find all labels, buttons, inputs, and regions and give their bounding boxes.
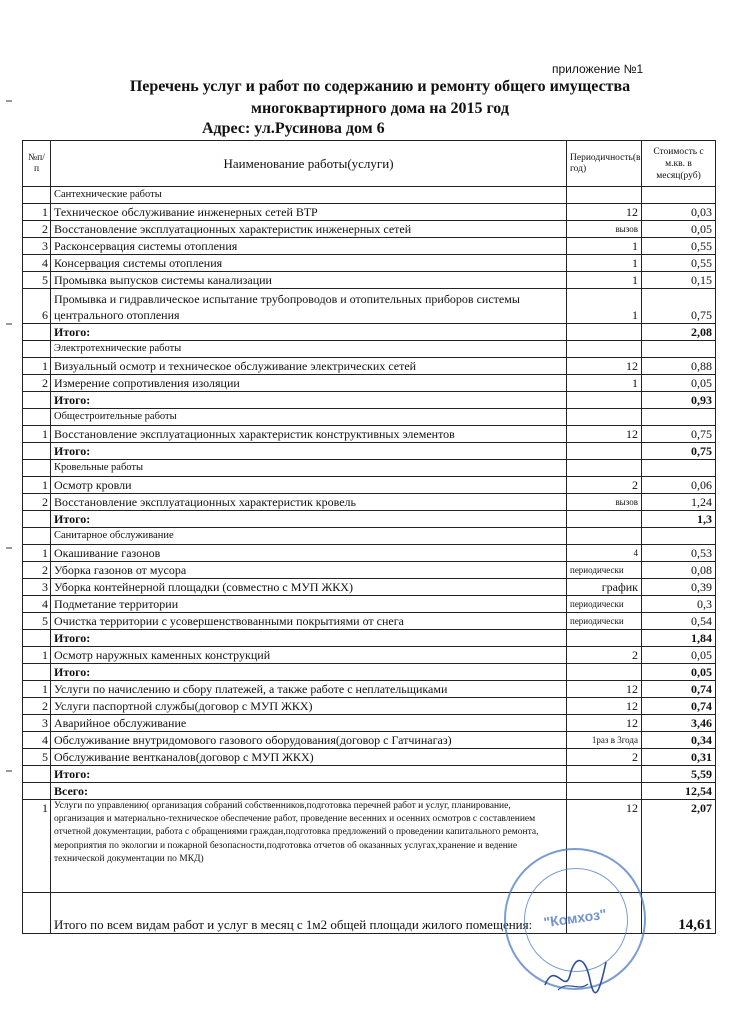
services-table xyxy=(22,140,716,934)
row-num: 4 xyxy=(23,732,51,749)
table-row xyxy=(23,647,716,664)
table-row xyxy=(23,358,716,375)
row-num: 1 xyxy=(23,426,51,443)
row-cost: 0,15 xyxy=(642,272,716,289)
row-name: Окашивание газонов xyxy=(51,545,567,562)
table-row xyxy=(23,715,716,732)
table-row xyxy=(23,426,716,443)
row-period: периодически xyxy=(567,562,642,579)
row-cost: 0,88 xyxy=(642,358,716,375)
row-num: 5 xyxy=(23,749,51,766)
total-label: Итого: xyxy=(51,766,567,783)
section-row xyxy=(23,460,716,477)
row-period: 12 xyxy=(567,800,642,893)
row-cost: 0,53 xyxy=(642,545,716,562)
section-title: Санитарное обслуживание xyxy=(51,528,567,545)
total-value: 0,93 xyxy=(642,392,716,409)
row-cost: 0,75 xyxy=(642,289,716,324)
table-row xyxy=(23,613,716,630)
col-header-num: №п/п xyxy=(23,141,51,187)
section-row xyxy=(23,528,716,545)
row-cost: 0,31 xyxy=(642,749,716,766)
row-cost: 2,07 xyxy=(642,800,716,893)
row-num: 4 xyxy=(23,596,51,613)
final-total-value: 14,61 xyxy=(642,893,716,934)
row-num: 1 xyxy=(23,358,51,375)
row-name: Обслуживание вентканалов(договор с МУП ЖКХ) xyxy=(51,749,567,766)
total-value: 0,75 xyxy=(642,443,716,460)
signature xyxy=(540,950,610,1000)
row-cost: 0,74 xyxy=(642,698,716,715)
total-row xyxy=(23,324,716,341)
row-cost: 0,55 xyxy=(642,238,716,255)
row-num: 2 xyxy=(23,698,51,715)
row-num: 5 xyxy=(23,272,51,289)
row-cost: 0,3 xyxy=(642,596,716,613)
row-num: 2 xyxy=(23,494,51,511)
row-period: график xyxy=(567,579,642,596)
row-period: 2 xyxy=(567,477,642,494)
row-num: 1 xyxy=(23,477,51,494)
row-period: 1 xyxy=(567,272,642,289)
row-period: периодически xyxy=(567,613,642,630)
row-cost: 0,05 xyxy=(642,221,716,238)
row-period: 1 xyxy=(567,375,642,392)
address-line: Адрес: ул.Русинова дом 6 xyxy=(202,120,385,137)
row-period: 12 xyxy=(567,426,642,443)
table-row xyxy=(23,272,716,289)
row-num: 1 xyxy=(23,204,51,221)
row-period: периодически xyxy=(567,596,642,613)
total-label: Итого: xyxy=(51,392,567,409)
section-row xyxy=(23,341,716,358)
row-name: Промывка выпусков системы канализации xyxy=(51,272,567,289)
row-period: 12 xyxy=(567,204,642,221)
total-label: Итого: xyxy=(51,630,567,647)
row-period: 12 xyxy=(567,715,642,732)
col-header-name: Наименование работы(услуги) xyxy=(51,141,567,187)
row-num: 2 xyxy=(23,221,51,238)
total-row xyxy=(23,392,716,409)
row-name: Очистка территории с усовершенствованными покрытиями от снега xyxy=(51,613,567,630)
row-period: 1 xyxy=(567,289,642,324)
row-num: 3 xyxy=(23,715,51,732)
section-title: Общестроительные работы xyxy=(51,409,567,426)
row-name: Услуги по управлению( организация собраний собственников,подготовка перечней работ и услуг, планирование, организация и материально-техническое обеспечение работ, проведение весенних и осенних осмотров с составлением отчетной документации, работа с обращениями граждан,подготовка предложений о проведении капитального ремонта, мероприятия по экологии и пожарной безопасности,подготовка отчетов об оказанных услугах,хранение и ведение технической документации по МКД) xyxy=(51,800,567,893)
row-period: 12 xyxy=(567,358,642,375)
total-value: 5,59 xyxy=(642,766,716,783)
col-header-period: Периодичность(в год) xyxy=(567,141,642,187)
row-name: Консервация системы отопления xyxy=(51,255,567,272)
row-cost: 0,34 xyxy=(642,732,716,749)
row-num: 5 xyxy=(23,613,51,630)
row-name: Визуальный осмотр и техническое обслуживание электрических сетей xyxy=(51,358,567,375)
appendix-label: приложение №1 xyxy=(552,62,644,76)
total-label: Итого: xyxy=(51,664,567,681)
document-title-line1: Перечень услуг и работ по содержанию и ремонту общего имущества xyxy=(129,78,631,95)
row-period: 12 xyxy=(567,681,642,698)
table-row xyxy=(23,221,716,238)
table-header-row xyxy=(23,141,716,187)
table-row xyxy=(23,204,716,221)
section-title: Сантехнические работы xyxy=(51,187,567,204)
total-row xyxy=(23,511,716,528)
document-title-line2: многоквартирного дома на 2015 год xyxy=(251,100,509,117)
row-name: Подметание территории xyxy=(51,596,567,613)
grand-subtotal-row xyxy=(23,783,716,800)
row-num: 3 xyxy=(23,238,51,255)
row-period: 4 xyxy=(567,545,642,562)
margin-mark xyxy=(6,323,12,325)
row-num: 3 xyxy=(23,579,51,596)
row-num: 6 xyxy=(23,289,51,324)
total-value: 1,84 xyxy=(642,630,716,647)
section-title: Электротехнические работы xyxy=(51,341,567,358)
table-row xyxy=(23,375,716,392)
row-cost: 1,24 xyxy=(642,494,716,511)
row-period: 2 xyxy=(567,647,642,664)
table-row xyxy=(23,698,716,715)
row-period: вызов xyxy=(567,494,642,511)
row-cost: 0,74 xyxy=(642,681,716,698)
row-name: Услуги по начислению и сбору платежей, а также работе с неплательщиками xyxy=(51,681,567,698)
total-label: Итого: xyxy=(51,443,567,460)
total-value: 0,05 xyxy=(642,664,716,681)
total-value: 1,3 xyxy=(642,511,716,528)
row-cost: 0,39 xyxy=(642,579,716,596)
section-row xyxy=(23,409,716,426)
row-period: 1 xyxy=(567,238,642,255)
row-name: Уборка контейнерной площадки (совместно с МУП ЖКХ) xyxy=(51,579,567,596)
margin-mark xyxy=(6,547,12,549)
row-cost: 0,55 xyxy=(642,255,716,272)
row-num: 2 xyxy=(23,375,51,392)
row-name: Восстановление эксплуатационных характеристик инженерных сетей xyxy=(51,221,567,238)
table-row xyxy=(23,545,716,562)
margin-mark xyxy=(6,100,12,102)
table-row xyxy=(23,477,716,494)
total-value: 2,08 xyxy=(642,324,716,341)
row-num: 1 xyxy=(23,647,51,664)
row-name: Восстановление эксплуатационных характеристик конструктивных элементов xyxy=(51,426,567,443)
table-row xyxy=(23,732,716,749)
table-row xyxy=(23,494,716,511)
row-name: Обслуживание внутридомового газового оборудования(договор с Гатчинагаз) xyxy=(51,732,567,749)
row-cost: 0,05 xyxy=(642,647,716,664)
total-label: Итого: xyxy=(51,324,567,341)
stamp-text: "Комхоз" xyxy=(542,905,608,931)
margin-mark xyxy=(6,770,12,772)
total-row xyxy=(23,664,716,681)
row-cost: 0,06 xyxy=(642,477,716,494)
row-cost: 3,46 xyxy=(642,715,716,732)
final-total-label: Итого по всем видам работ и услуг в месяц с 1м2 общей площади жилого помещения: xyxy=(51,893,567,934)
row-period: 12 xyxy=(567,698,642,715)
total-label: Итого: xyxy=(51,511,567,528)
row-num: 1 xyxy=(23,800,51,893)
grand-subtotal-label: Всего: xyxy=(51,783,567,800)
row-name: Уборка газонов от мусора xyxy=(51,562,567,579)
table-row xyxy=(23,289,716,324)
row-name: Аварийное обслуживание xyxy=(51,715,567,732)
row-cost: 0,54 xyxy=(642,613,716,630)
row-cost: 0,08 xyxy=(642,562,716,579)
section-title: Кровельные работы xyxy=(51,460,567,477)
total-row xyxy=(23,630,716,647)
table-row xyxy=(23,749,716,766)
table-row xyxy=(23,596,716,613)
total-row xyxy=(23,443,716,460)
row-name: Осмотр наружных каменных конструкций xyxy=(51,647,567,664)
total-row xyxy=(23,766,716,783)
row-period: 2 xyxy=(567,749,642,766)
row-name: Промывка и гидравлическое испытание трубопроводов и отопительных приборов системы центрального отопления xyxy=(51,289,567,324)
row-name: Услуги паспортной службы(договор с МУП ЖКХ) xyxy=(51,698,567,715)
table-row xyxy=(23,255,716,272)
row-cost: 0,75 xyxy=(642,426,716,443)
table-row xyxy=(23,562,716,579)
row-cost: 0,03 xyxy=(642,204,716,221)
row-period: вызов xyxy=(567,221,642,238)
row-period: 1 xyxy=(567,255,642,272)
row-name: Осмотр кровли xyxy=(51,477,567,494)
table-row xyxy=(23,681,716,698)
row-cost: 0,05 xyxy=(642,375,716,392)
row-num: 1 xyxy=(23,545,51,562)
row-period: 1раз в 3года xyxy=(567,732,642,749)
section-row xyxy=(23,187,716,204)
table-row xyxy=(23,579,716,596)
row-name: Техническое обслуживание инженерных сетей ВТР xyxy=(51,204,567,221)
row-name: Измерение сопротивления изоляции xyxy=(51,375,567,392)
row-num: 2 xyxy=(23,562,51,579)
row-name: Восстановление эксплуатационных характеристик кровель xyxy=(51,494,567,511)
col-header-cost: Стоимость с м.кв. в месяц(руб) xyxy=(642,141,716,187)
grand-subtotal-value: 12,54 xyxy=(642,783,716,800)
row-name: Расконсервация системы отопления xyxy=(51,238,567,255)
row-num: 4 xyxy=(23,255,51,272)
row-num: 1 xyxy=(23,681,51,698)
table-row xyxy=(23,238,716,255)
